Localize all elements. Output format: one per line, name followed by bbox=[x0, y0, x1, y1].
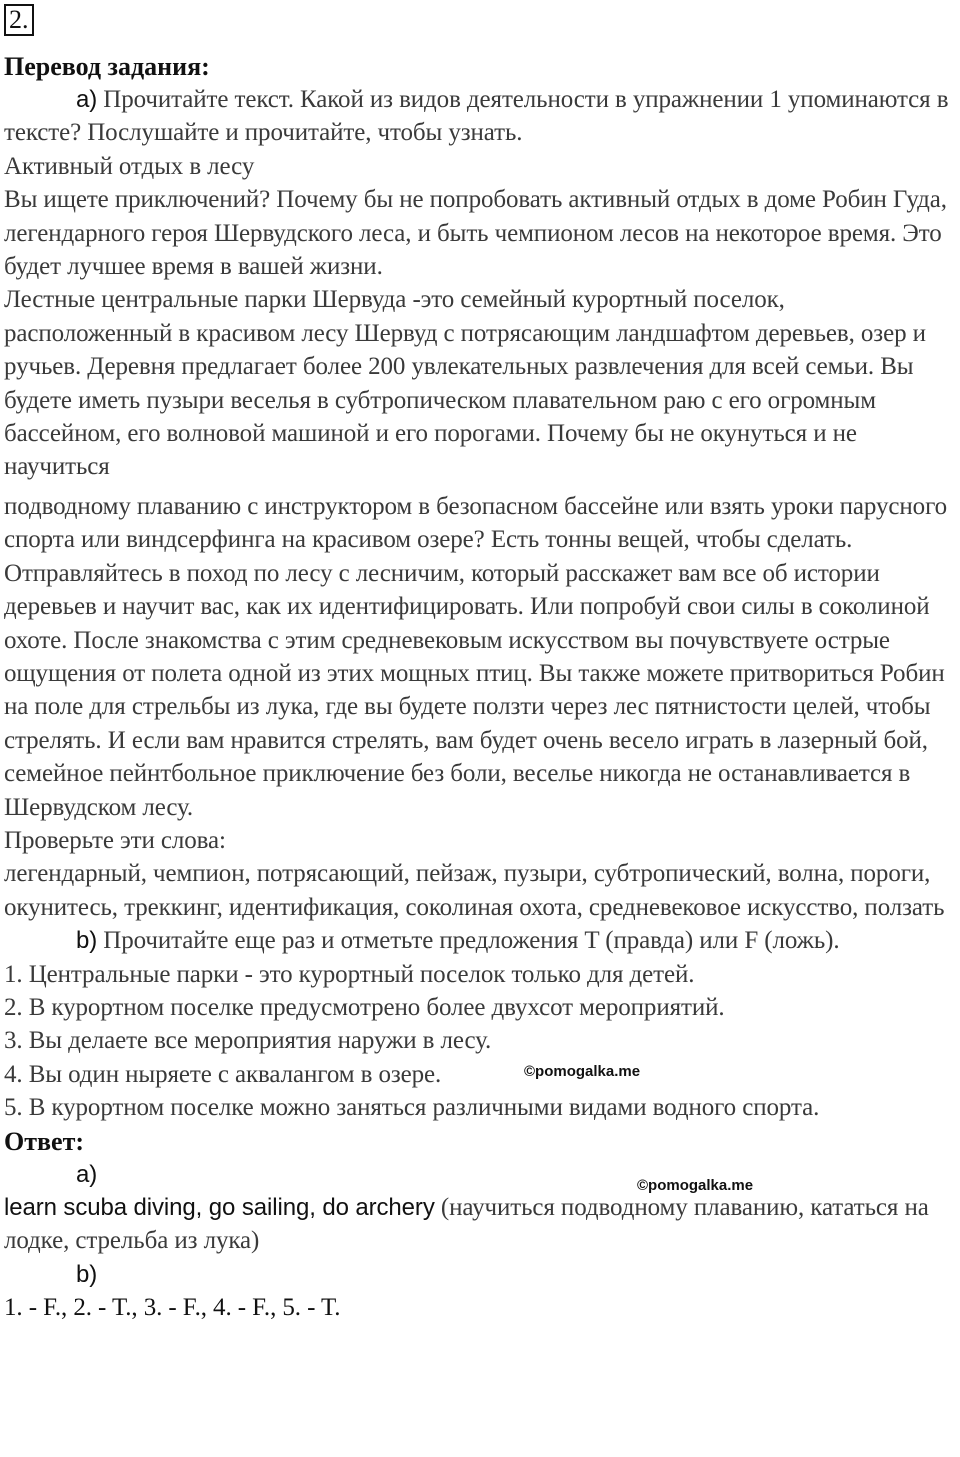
answer-b: 1. - F., 2. - T., 3. - F., 4. - F., 5. - T. bbox=[4, 1294, 341, 1322]
answer-a-marker bbox=[4, 1158, 956, 1191]
answer-a-marker-text: a) bbox=[76, 1160, 98, 1188]
part-b-marker: b) bbox=[76, 927, 98, 955]
answer-b-marker bbox=[4, 1258, 956, 1291]
check-words-label: Проверьте эти слова: bbox=[4, 826, 226, 854]
paragraph-3: подводному плаванию с инструктором в безопасном бассейне или взять уроки парусного спорта или виндсерфинга на красивом озере? Есть тонны вещей, чтобы сделать. Отправляйтесь в поход по лесу с лесничим, который расскажет вам все об истории деревьев и научит вас, как их идентифицировать. Или попробуй свои силы в соколиной охоте. После знакомства с этим средневековым искусством вы почувствуете острые ощущения от полета одной из этих мощных птиц. Вы также можете притвориться Робин на поле для стрельбы из лука, где вы будете ползти через лес пятнистости целей, чтобы стрелять. И если вам нравится стрелять, вам будет очень весело играть в лазерный бой, семейное пейнтбольное приключение без боли, веселье никогда не останавливается в Шервудском лесу. bbox=[4, 492, 947, 821]
part-b-instruction bbox=[4, 924, 956, 957]
statement-3: 3. Вы делаете все мероприятия наружи в лесу. bbox=[4, 1027, 492, 1055]
statement-5: 5. В курортном поселке можно заняться различными видами водного спорта. bbox=[4, 1094, 820, 1122]
task-number: 2. bbox=[4, 4, 34, 36]
translation-heading: Перевод задания: bbox=[4, 52, 210, 81]
statement-1: 1. Центральные парки - это курортный поселок только для детей. bbox=[4, 960, 695, 988]
watermark-2: ©pomogalka.me bbox=[637, 1177, 754, 1194]
answer-a-english: learn scuba diving, go sailing, do archery bbox=[4, 1194, 435, 1221]
answer-b-marker-text: b) bbox=[76, 1260, 98, 1288]
check-words: легендарный, чемпион, потрясающий, пейзаж, пузыри, субтропический, волна, пороги, окунитесь, треккинг, идентификация, соколиная охота, средневековое искусство, ползать bbox=[4, 860, 945, 921]
answer-a bbox=[4, 1191, 956, 1258]
paragraph-2: Лестные центральные парки Шервуда -это семейный курортный поселок, расположенный в красивом лесу Шервуд с потрясающим ландшафтом деревьев, озер и ручьев. Деревня предлагает более 200 увлекательных развлечения для всей семьи. Вы будете иметь пузыри веселья в субтропическом плавательном раю с его огромным бассейном, его волновой машиной и его порогами. Почему бы не окунуться и не научиться bbox=[4, 286, 926, 481]
text-title: Активный отдых в лесу bbox=[4, 152, 255, 180]
paragraph-1: Вы ищете приключений? Почему бы не попробовать активный отдых в доме Робин Гуда, легендарного героя Шервудского леса, и быть чемпионом лесов на некоторое время. Это будет лучшее время в вашей жизни. bbox=[4, 186, 947, 281]
part-a-instruction bbox=[4, 83, 956, 150]
watermark-1: ©pomogalka.me bbox=[524, 1063, 641, 1080]
part-b-instruction-text: Прочитайте еще раз и отметьте предложения T (правда) или F (ложь). bbox=[103, 927, 840, 955]
part-a-marker: a) bbox=[76, 86, 98, 113]
answer-heading: Ответ: bbox=[4, 1126, 85, 1156]
page bbox=[4, 4, 956, 1325]
statement-2: 2. В курортном поселке предусмотрено более двухсот мероприятий. bbox=[4, 993, 725, 1021]
part-a-instruction-text: Прочитайте текст. Какой из видов деятельности в упражнении 1 упоминаются в тексте? Послушайте и прочитайте, чтобы узнать. bbox=[4, 86, 949, 147]
statement-4: 4. Вы один ныряете с аквалангом в озере. bbox=[4, 1060, 442, 1088]
answer-a-russian: (научиться подводному плаванию, кататься на лодке, стрельба из лука) bbox=[4, 1194, 929, 1255]
